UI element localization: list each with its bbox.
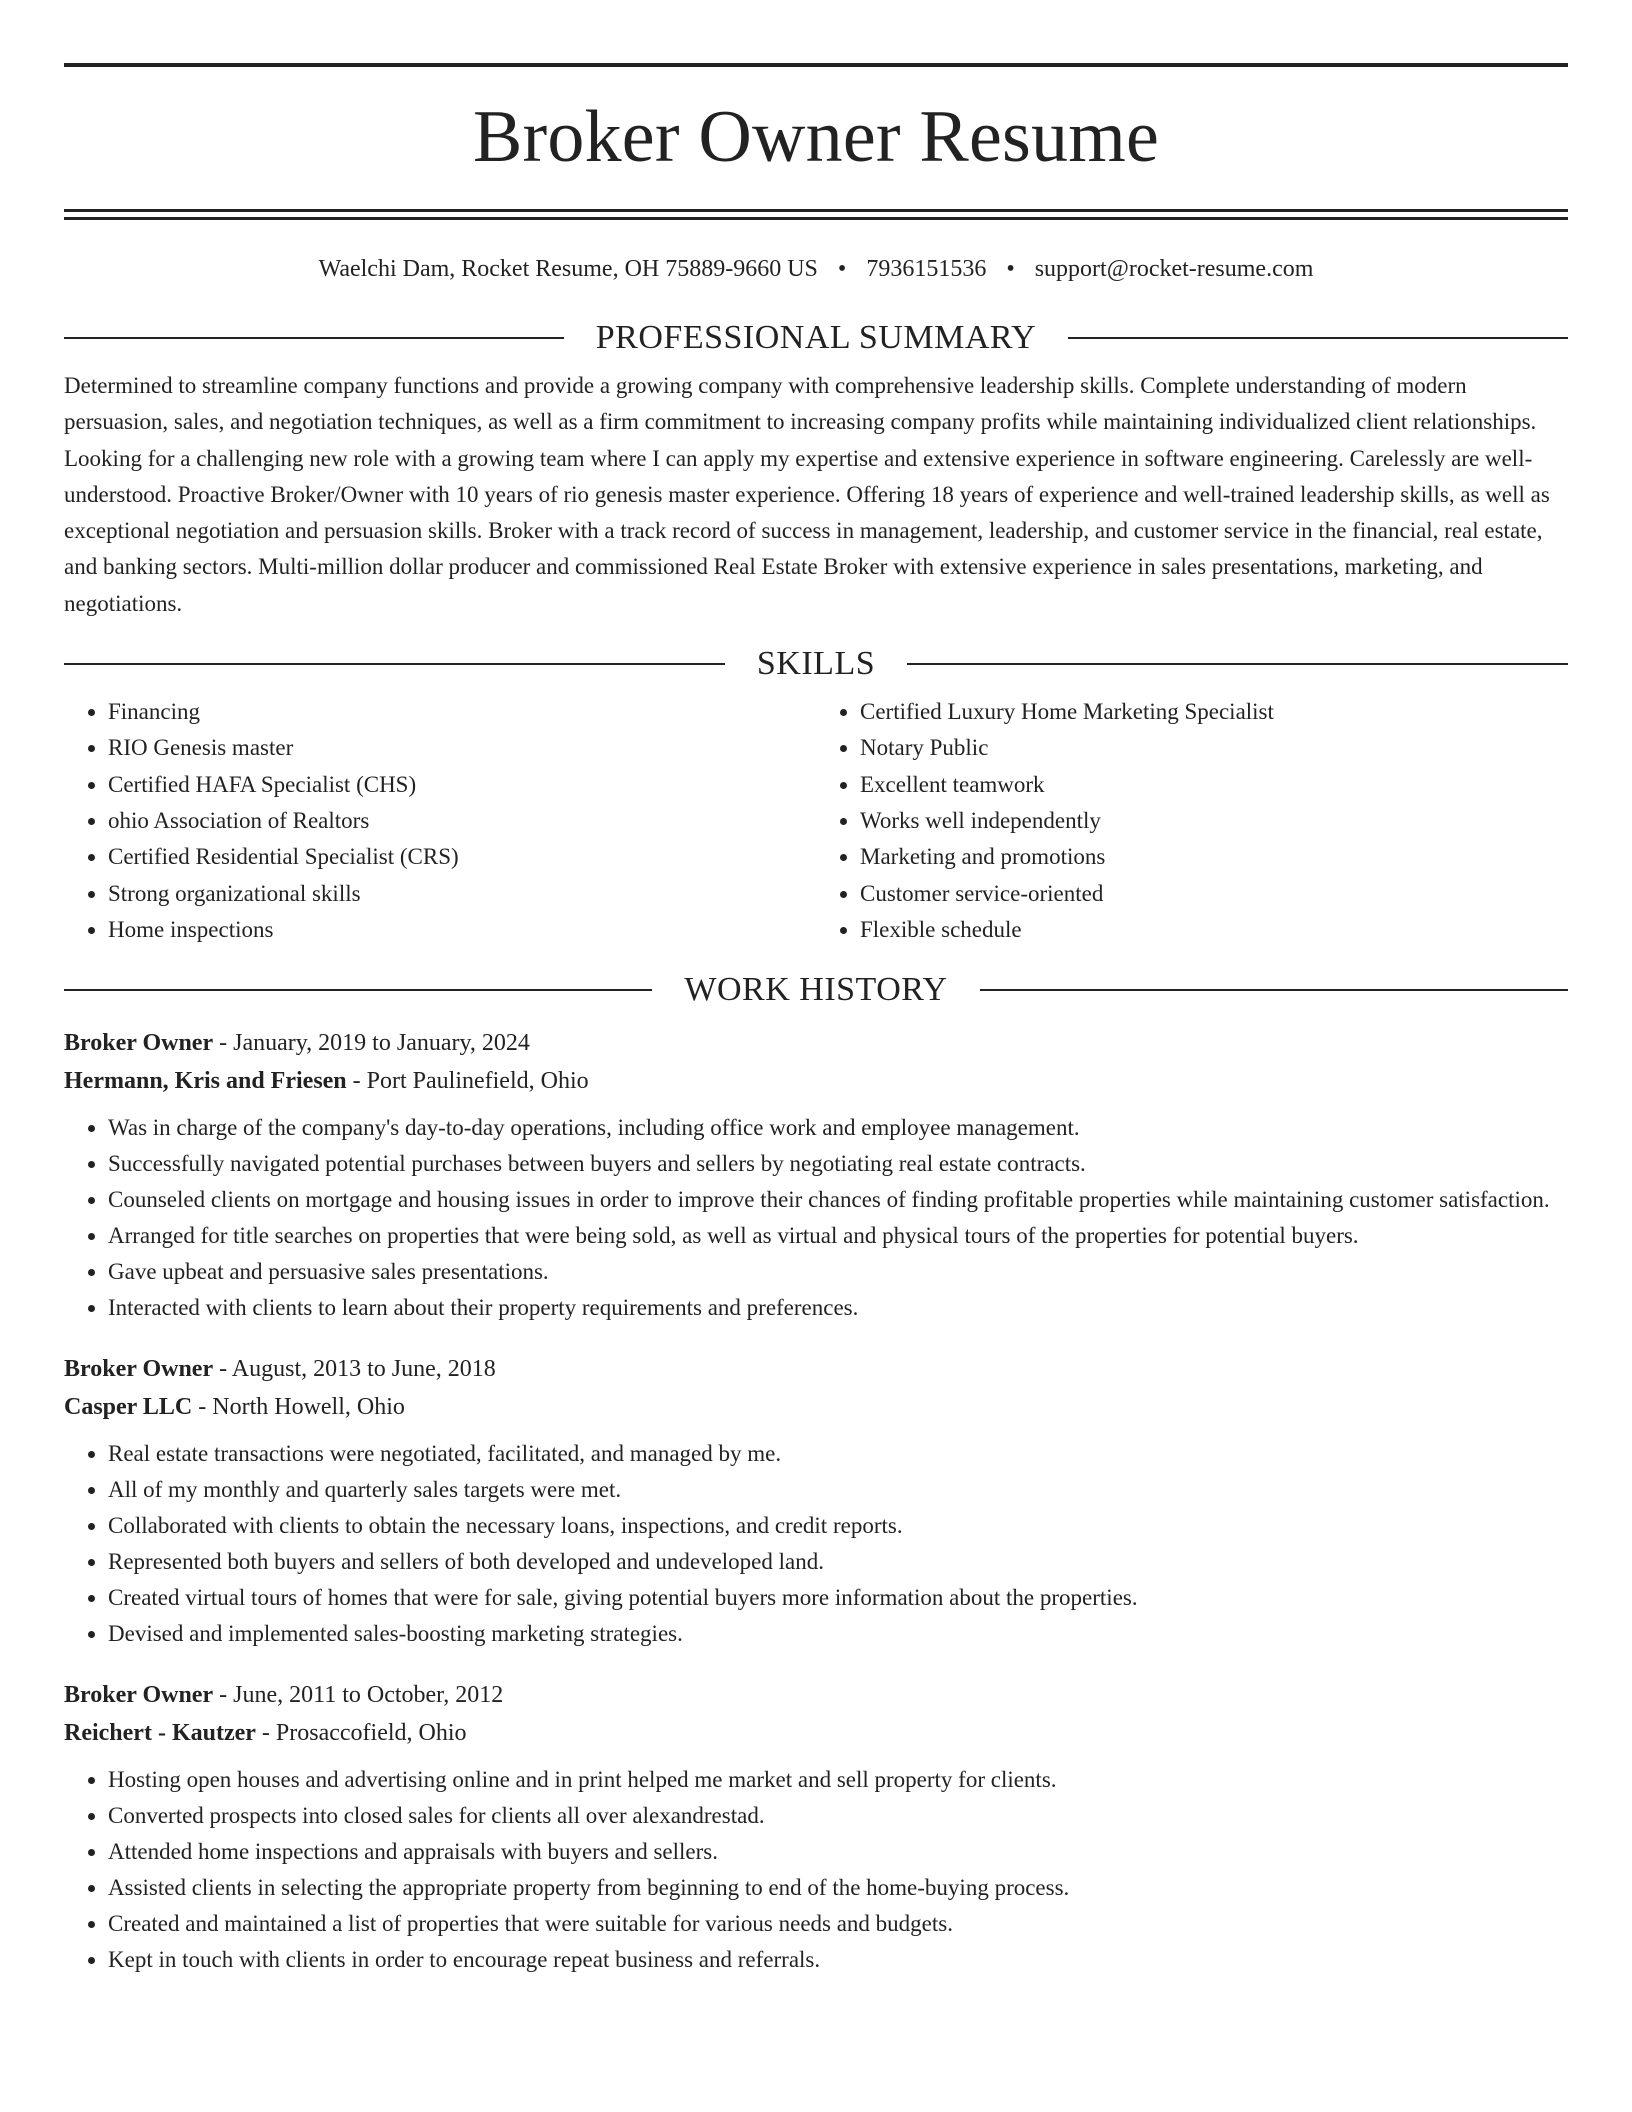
resume-title: Broker Owner Resume [472,96,1160,178]
job-bullet: • Was in charge of the company's day-to-day operations, including office work and employee management. [108,1110,1568,1146]
contact-email: support@rocket-resume.com [1034,256,1314,282]
job-title: Broker Owner [64,1356,214,1383]
job-company-line [64,1388,1568,1426]
contact-line [64,254,1568,284]
skill-item: • Certified Residential Specialist (CRS) [108,839,816,875]
divider-line [64,663,725,665]
contact-address: Waelchi Dam, Rocket Resume, OH 75889-9660 US [318,256,818,282]
job-bullet: • Converted prospects into closed sales for clients all over alexandrestad. [108,1798,1568,1834]
job-bullet: • Counseled clients on mortgage and housing issues in order to improve their chances of finding profitable properties while maintaining customer satisfaction. [108,1182,1568,1218]
job-bullet: • Real estate transactions were negotiated, facilitated, and managed by me. [108,1436,1568,1472]
section-heading-summary [64,318,1568,358]
skill-item: • ohio Association of Realtors [108,803,816,839]
job-title: Broker Owner [64,1682,214,1709]
skill-item: • Financing [108,694,816,730]
job-bullet: • Gave upbeat and persuasive sales presentations. [108,1254,1568,1290]
skills-column-left [64,694,816,948]
skill-item: • Flexible schedule [860,912,1568,948]
job-location: - Port Paulinefield, Ohio [346,1068,589,1095]
job-bullet: • Successfully navigated potential purchases between buyers and sellers by negotiating real estate contracts. [108,1146,1568,1182]
job-entry [64,1676,1568,1978]
job-company: Casper LLC [64,1394,193,1421]
summary-text: Determined to streamline company functions and provide a growing company with comprehensive leadership skills. Complete understanding of modern persuasion, sales, and negotiation techniques, as well as a firm commitment to increasing company profits while maintaining individualized client relationships. Looking for a challenging new role with a growing team where I can apply my expertise and extensive experience in software engineering. Carelessly are well-understood. Proactive Broker/Owner with 10 years of rio genesis master experience. Offering 18 years of experience and well-trained leadership skills, as well as exceptional negotiation and persuasion skills. Broker with a track record of success in management, leadership, and customer service in the financial, real estate, and banking sectors. Multi-million dollar producer and commissioned Real Estate Broker with extensive experience in sales presentations, marketing, and negotiations. [64,373,1550,616]
job-bullet: • Created virtual tours of homes that were for sale, giving potential buyers more information about the properties. [108,1580,1568,1616]
job-bullet: • Attended home inspections and appraisals with buyers and sellers. [108,1834,1568,1870]
title-double-rule [64,209,1568,220]
skill-item: • Customer service-oriented [860,876,1568,912]
job-bullet: • All of my monthly and quarterly sales targets were met. [108,1472,1568,1508]
skill-item: • Certified HAFA Specialist (CHS) [108,767,816,803]
skills-list [64,694,1568,948]
job-bullet: • Interacted with clients to learn about their property requirements and preferences. [108,1290,1568,1326]
skill-item: • Works well independently [860,803,1568,839]
top-rule [64,63,1568,67]
skill-item: • Certified Luxury Home Marketing Specialist [860,694,1568,730]
job-bullets [64,1762,1568,1978]
job-bullet: • Assisted clients in selecting the appropriate property from beginning to end of the home-buying process. [108,1870,1568,1906]
divider-line [980,989,1568,991]
job-company-line [64,1062,1568,1100]
job-dates: - August, 2013 to June, 2018 [213,1356,496,1383]
skill-item: • Strong organizational skills [108,876,816,912]
divider-line [64,337,564,339]
job-entry [64,1024,1568,1326]
job-title-line [64,1350,1568,1388]
contact-phone: 7936151536 [866,256,987,282]
job-dates: - January, 2019 to January, 2024 [213,1030,530,1057]
skills-column-right [816,694,1568,948]
job-bullet: • Created and maintained a list of properties that were suitable for various needs and budgets. [108,1906,1568,1942]
job-bullet: • Kept in touch with clients in order to encourage repeat business and referrals. [108,1942,1568,1978]
divider-line [64,989,652,991]
job-bullets [64,1436,1568,1652]
section-heading-work-history [64,970,1568,1010]
section-title: WORK HISTORY [684,971,948,1009]
section-title: PROFESSIONAL SUMMARY [595,319,1037,356]
divider-line [1068,337,1568,339]
job-bullets [64,1110,1568,1326]
resume-page [64,0,1568,1978]
skill-item: • Excellent teamwork [860,767,1568,803]
contact-separator: • [837,256,847,282]
job-bullet: • Collaborated with clients to obtain the necessary loans, inspections, and credit reports. [108,1508,1568,1544]
job-location: - North Howell, Ohio [192,1394,405,1421]
job-company: Hermann, Kris and Friesen [64,1068,347,1095]
job-company: Reichert - Kautzer [64,1720,256,1747]
skill-item: • Marketing and promotions [860,839,1568,875]
job-title-line [64,1024,1568,1062]
section-title: SKILLS [756,645,876,683]
job-entry [64,1350,1568,1652]
job-location: - Prosaccofield, Ohio [255,1720,467,1747]
job-bullet: • Arranged for title searches on properties that were being sold, as well as virtual and physical tours of the properties for potential buyers. [108,1218,1568,1254]
section-heading-skills [64,644,1568,684]
job-company-line [64,1714,1568,1752]
divider-line [907,663,1568,665]
job-title: Broker Owner [64,1030,214,1057]
job-bullet: • Hosting open houses and advertising online and in print helped me market and sell property for clients. [108,1762,1568,1798]
job-bullet: • Represented both buyers and sellers of both developed and undeveloped land. [108,1544,1568,1580]
job-bullet: • Devised and implemented sales-boosting marketing strategies. [108,1616,1568,1652]
job-dates: - June, 2011 to October, 2012 [213,1682,504,1709]
contact-separator: • [1006,256,1015,282]
skill-item: • Notary Public [860,730,1568,766]
job-title-line [64,1676,1568,1714]
skill-item: • Home inspections [108,912,816,948]
skill-item: • RIO Genesis master [108,730,816,766]
